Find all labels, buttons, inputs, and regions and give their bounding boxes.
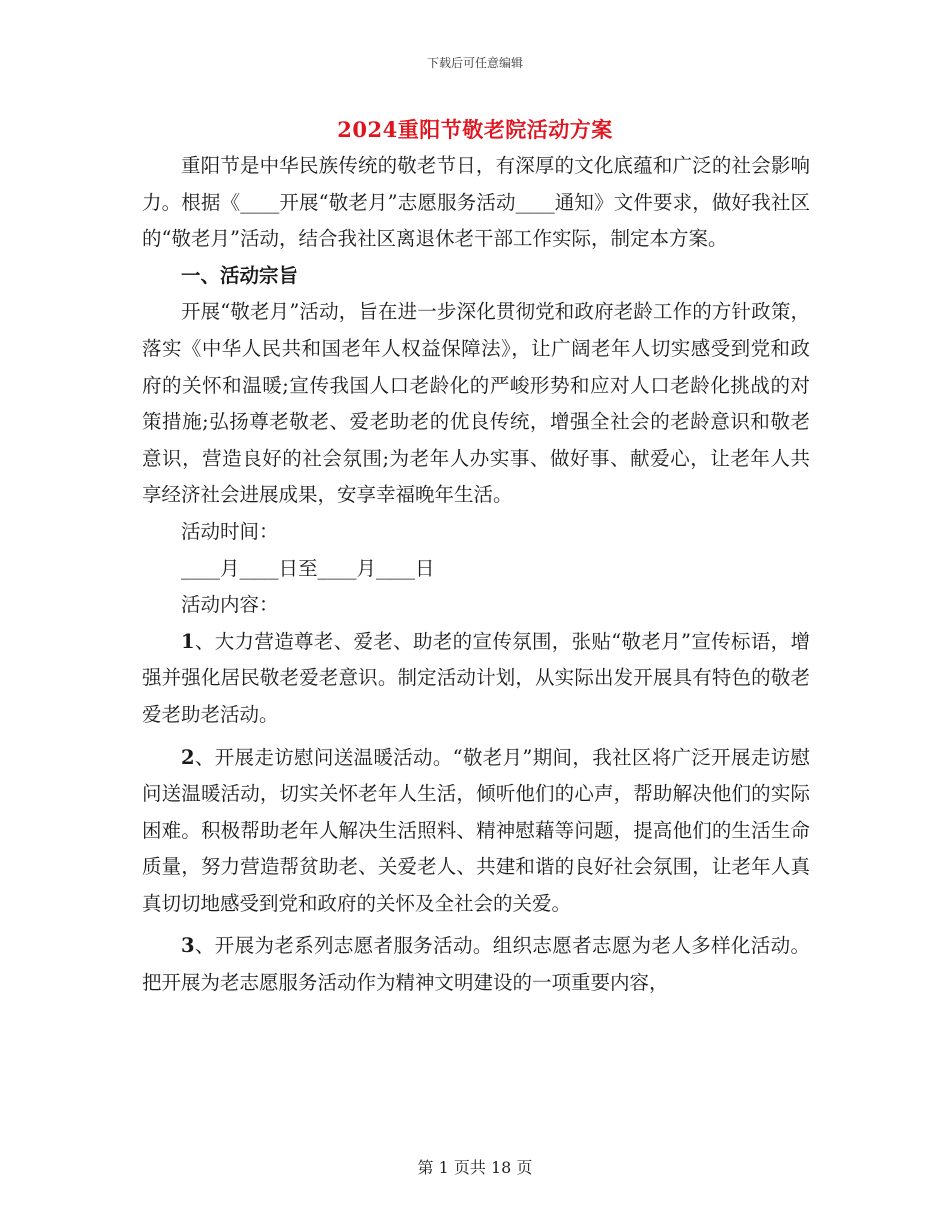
content-item-1 (142, 624, 810, 734)
item-number: 2 (181, 745, 195, 769)
item-text: 、开展为老系列志愿者服务活动。组织志愿者志愿为老人多样化活动。把开展为老志愿服务活动作为精神文明建设的一项重要内容， (142, 934, 810, 995)
header-note: 下载后可任意编辑 (426, 56, 523, 70)
item-number: 3 (181, 934, 195, 958)
item-text: 、开展走访慰问送温暖活动。“敬老月”期间，我社区将广泛开展走访慰问送温暖活动，切实关怀老年人生活，倾听他们的心声，帮助解决他们的实际困难。积极帮助老年人解决生活照料、精神慰藉等问题，提高他们的生活生命质量，努力营造帮贫助老、关爱老人、共建和谐的良好社会氛围，让老年人真真切切地感受到党和政府的关怀及全社会的关爱。 (142, 745, 810, 915)
document-body (142, 148, 810, 1002)
document-title: 2024重阳节敬老院活动方案 (337, 117, 613, 142)
intro-paragraph: 重阳节是中华民族传统的敬老节日，有深厚的文化底蕴和广泛的社会影响力。根据《____开展“敬老月”志愿服务活动____通知》文件要求，做好我社区的“敬老月”活动，结合我社区离退休老干部工作实际，制定本方案。 (142, 154, 810, 251)
purpose-paragraph: 开展“敬老月”活动，旨在进一步深化贯彻党和政府老龄工作的方针政策，落实《中华人民共和国老年人权益保障法》，让广阔老年人切实感受到党和政府的关怀和温暖;宣传我国人口老龄化的严峻形势和应对人口老龄化挑战的对策措施;弘扬尊老敬老、爱老助老的优良传统，增强全社会的老龄意识和敬老意识，营造良好的社会氛围;为老年人办实事、做好事、献爱心，让老年人共享经济社会进展成果，安享幸福晚年生活。 (142, 300, 810, 507)
activity-content-label: 活动内容： (181, 593, 279, 617)
section-heading-purpose: 一、活动宗旨 (181, 263, 299, 287)
activity-time-label: 活动时间： (181, 519, 279, 543)
item-number: 1 (181, 629, 195, 653)
item-text: 、大力营造尊老、爱老、助老的宣传氛围，张贴“敬老月”宣传标语，增强并强化居民敬老爱老意识。制定活动计划，从实际出发开展具有特色的敬老爱老助老活动。 (142, 629, 810, 726)
page-footer: 第 1 页共 18 页 (417, 1158, 533, 1177)
content-item-3 (142, 928, 810, 1001)
activity-time-value: ____月____日至____月____日 (181, 556, 435, 580)
content-item-2 (142, 740, 810, 923)
